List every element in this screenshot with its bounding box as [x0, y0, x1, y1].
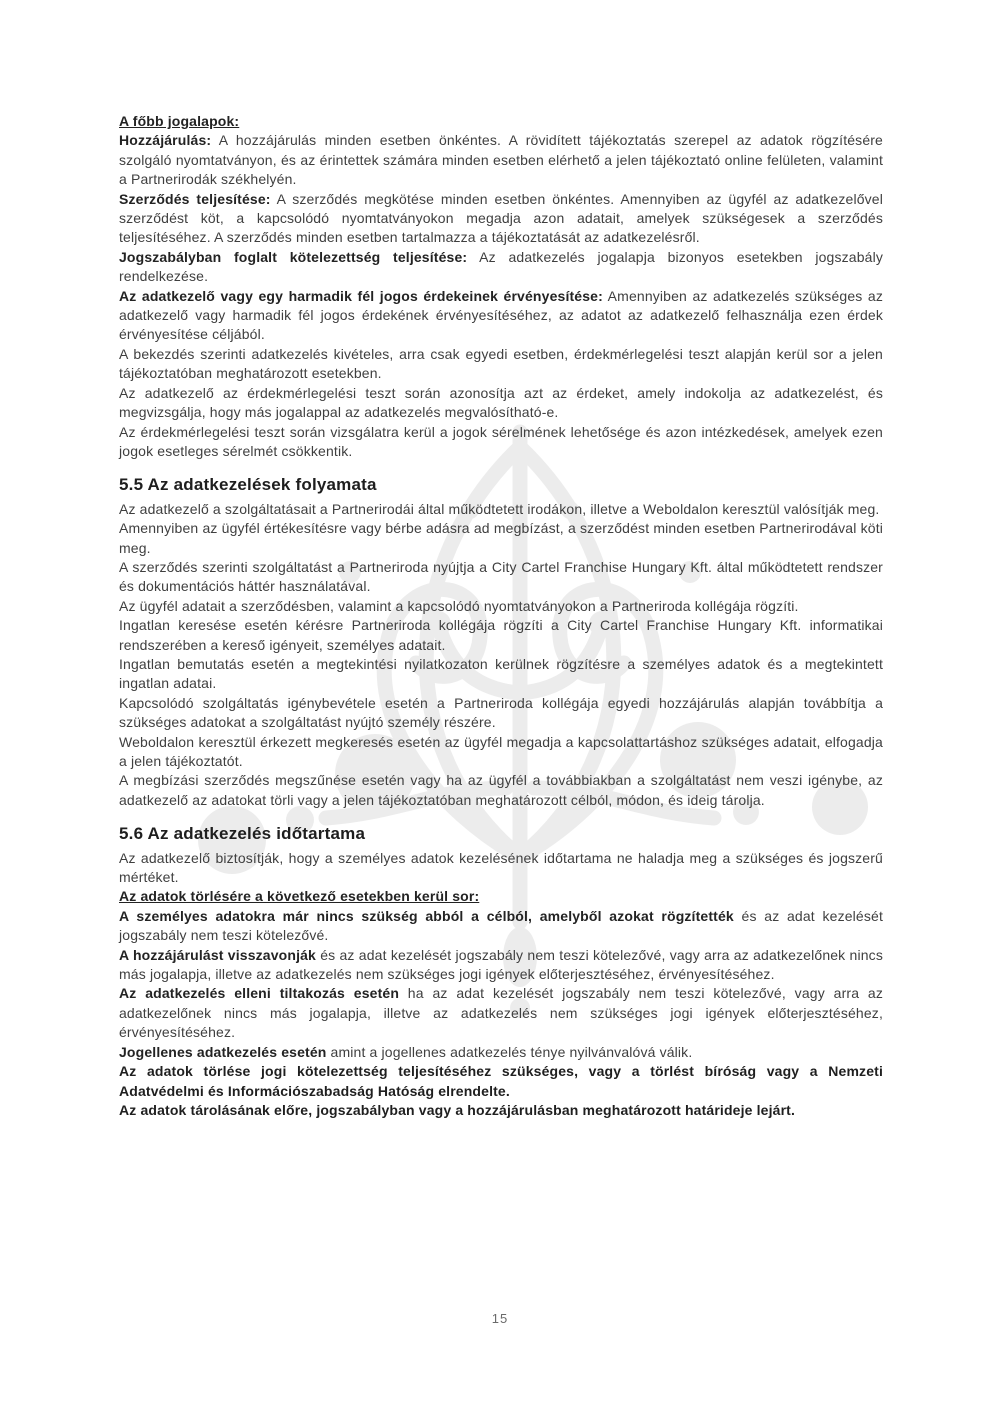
paragraph-text: Az adatkezelő a szolgáltatásait a Partnerirodái által működtetett irodákon, illetve a Weboldalon keresztül valósítják meg. [119, 500, 880, 517]
paragraph-lead: Hozzájárulás: [119, 132, 212, 149]
paragraph-text: Az adatkezelő az érdekmérlegelési teszt során azonosítja azt az érdeket, amely indokolja az adatkezelést, és megvizsgálja, hogy más jogalappal az adatkezelés megvalósítható-e. [119, 384, 883, 421]
paragraph [119, 1062, 883, 1101]
paragraph [119, 345, 883, 384]
paragraph-lead: Az adatok törlésére a következő esetekben kerül sor: [119, 888, 480, 905]
paragraph [119, 384, 883, 423]
paragraph-text: Weboldalon keresztül érkezett megkeresés esetén az ügyfél megadja a kapcsolattartáshoz szükséges adatait, elfogadja a jelen tájékoztatót. [119, 733, 883, 769]
document-body [119, 112, 883, 1120]
paragraph-text: amint a jogellenes adatkezelés ténye nyilvánvalóvá válik. [326, 1043, 693, 1060]
paragraph-lead: A hozzájárulást visszavonják [119, 946, 316, 963]
intro-heading [119, 112, 883, 131]
paragraph-text: A szerződés szerinti szolgáltatást a Partneriroda nyújtja a City Cartel Franchise Hungary Kft. által működtetett rendszer és dokumentációs háttér használatával. [119, 558, 883, 595]
paragraph-text: Az adatkezelő biztosítják, hogy a személyes adatok kezelésének időtartama ne haladja meg a szükséges és jogszerű mértéket. [119, 849, 883, 886]
paragraph [119, 519, 883, 558]
section-5-6-heading: 5.6 Az adatkezelés időtartama [119, 824, 366, 844]
paragraph-text: Kapcsolódó szolgáltatás igénybevétele esetén a Partneriroda kollégája egyedi hozzájárulás alapján továbbítja a szükséges adatokat a szolgáltatást nyújtó személy részére. [119, 694, 883, 731]
paragraph-text: ha az adat kezelését jogszabály nem teszi kötelezővé, vagy arra az adatkezelőnek nincs más jogalapja, illetve az adatkezelés nem szükséges jogi igények előterjesztéséhez, érvényesítéséhez. [119, 985, 883, 1041]
paragraph [119, 733, 883, 772]
paragraph-text: és az adat kezelését jogszabály nem teszi kötelezővé, vagy arra az adatkezelőnek nincs más jogalapja, illetve az adatkezelés nem szükséges jogi igények előterjesztéséhez, érvényesítéséhez. [119, 946, 883, 983]
paragraph-text: Az érdekmérlegelési teszt során vizsgálatra kerül a jogok sérelmének lehetősége és azon intézkedések, amelyek ezen jogok esetleges sérelmét csökkentik. [119, 423, 883, 459]
paragraph [119, 694, 883, 733]
paragraph [119, 984, 883, 1042]
paragraph-lead: Jogellenes adatkezelés esetén [119, 1043, 327, 1060]
paragraph-text: A bekezdés szerinti adatkezelés kivételes, arra csak egyedi esetben, érdekmérlegelési teszt alapján kerül sor a jelen tájékoztatóban meghatározott esetekben. [119, 345, 883, 382]
paragraph-text: és az adat kezelését jogszabály nem teszi kötelezővé. [119, 907, 883, 944]
paragraph-lead: Az adatkezelés elleni tiltakozás esetén [119, 985, 400, 1002]
paragraph [119, 616, 883, 655]
paragraph [119, 907, 883, 946]
paragraph-text: Amennyiben az adatkezelés szükséges az adatkezelő vagy harmadik fél jogos érdekének érvényesítéséhez, az adatot az adatkezelő felhasználja ezen érdek érvényesítése céljából. [119, 287, 883, 343]
paragraph-text: Ingatlan keresése esetén kérésre Partneriroda kollégája rögzíti a City Cartel Franchise Hungary Kft. informatikai rendszerében a kereső igényeit, személyes adatait. [119, 617, 883, 653]
paragraph-text: Amennyiben az ügyfél értékesítésre vagy bérbe adásra ad megbízást, a szerződést minden esetben Partnerirodával köti meg. [119, 520, 883, 556]
paragraph-lead: Szerződés teljesítése: [119, 190, 271, 207]
paragraph [119, 558, 883, 597]
paragraph-text: Az adatok tárolásának előre, jogszabályban vagy a hozzájárulásban meghatározott határideje lejárt. [119, 1101, 796, 1118]
paragraph [119, 655, 883, 694]
paragraph-lead: Jogszabályban foglalt kötelezettség teljesítése: [119, 248, 468, 265]
paragraph [119, 500, 883, 519]
paragraph-text: Ingatlan bemutatás esetén a megtekintési nyilatkozaton kerülnek rögzítésre a személyes adatok és a megtekintett ingatlan adatai. [119, 655, 883, 692]
paragraph [119, 287, 883, 345]
paragraph [119, 887, 883, 906]
paragraph [119, 1043, 883, 1062]
paragraph [119, 597, 883, 616]
paragraph [119, 1101, 883, 1120]
intro-heading-text: A főbb jogalapok: [119, 113, 240, 129]
paragraph [119, 946, 883, 985]
paragraph [119, 771, 883, 810]
paragraph-text: A hozzájárulás minden esetben önkéntes. A rövidített tájékoztatás szerepel az adatok rögzítésére szolgáló nyomtatványon, és az érintettek számára minden esetben elérhető a jelen tájékoztató online felületen, valamint a Partnerirodák székhelyén. [119, 132, 883, 188]
page-number: 15 [491, 1311, 509, 1326]
paragraph [119, 248, 883, 287]
paragraph-lead: A személyes adatokra már nincs szükség abból a célból, amelyből azokat rögzítették [119, 907, 734, 924]
paragraph-text: A megbízási szerződés megszűnése esetén vagy ha az ügyfél a továbbiakban a szolgáltatást nem veszi igénybe, az adatkezelő az adatokat törli vagy a jelen tájékoztatóban meghatározott célból, módon, és ideig tárolja. [119, 772, 883, 808]
paragraph-text: Az ügyfél adatait a szerződésben, valamint a kapcsolódó nyomtatványokon a Partneriroda kollégája rögzíti. [119, 597, 799, 614]
paragraph-lead: Az adatkezelő vagy egy harmadik fél jogos érdekeinek érvényesítése: [119, 287, 603, 304]
paragraph [119, 131, 883, 189]
paragraph-text: A szerződés megkötése minden esetben önkéntes. Amennyiben az ügyfél az adatkezelővel szerződést köt, a kapcsolódó nyomtatványokon megadja azon adatait, amelyek szükségesek a szerződés teljesítéséhez. A szerződés minden esetben tartalmazza a tájékoztatását az adatkezelésről. [119, 190, 883, 246]
paragraph [119, 423, 883, 462]
section-5-5-heading: 5.5 Az adatkezelések folyamata [119, 475, 377, 495]
paragraph-text: Az adatok törlése jogi kötelezettség teljesítéséhez szükséges, vagy a törlést bíróság vagy a Nemzeti Adatvédelmi és Információszabadság Hatóság elrendelte. [119, 1063, 883, 1099]
paragraph [119, 849, 883, 888]
paragraph [119, 190, 883, 248]
paragraph-text: Az adatkezelés jogalapja bizonyos esetekben jogszabály rendelkezése. [119, 248, 883, 285]
